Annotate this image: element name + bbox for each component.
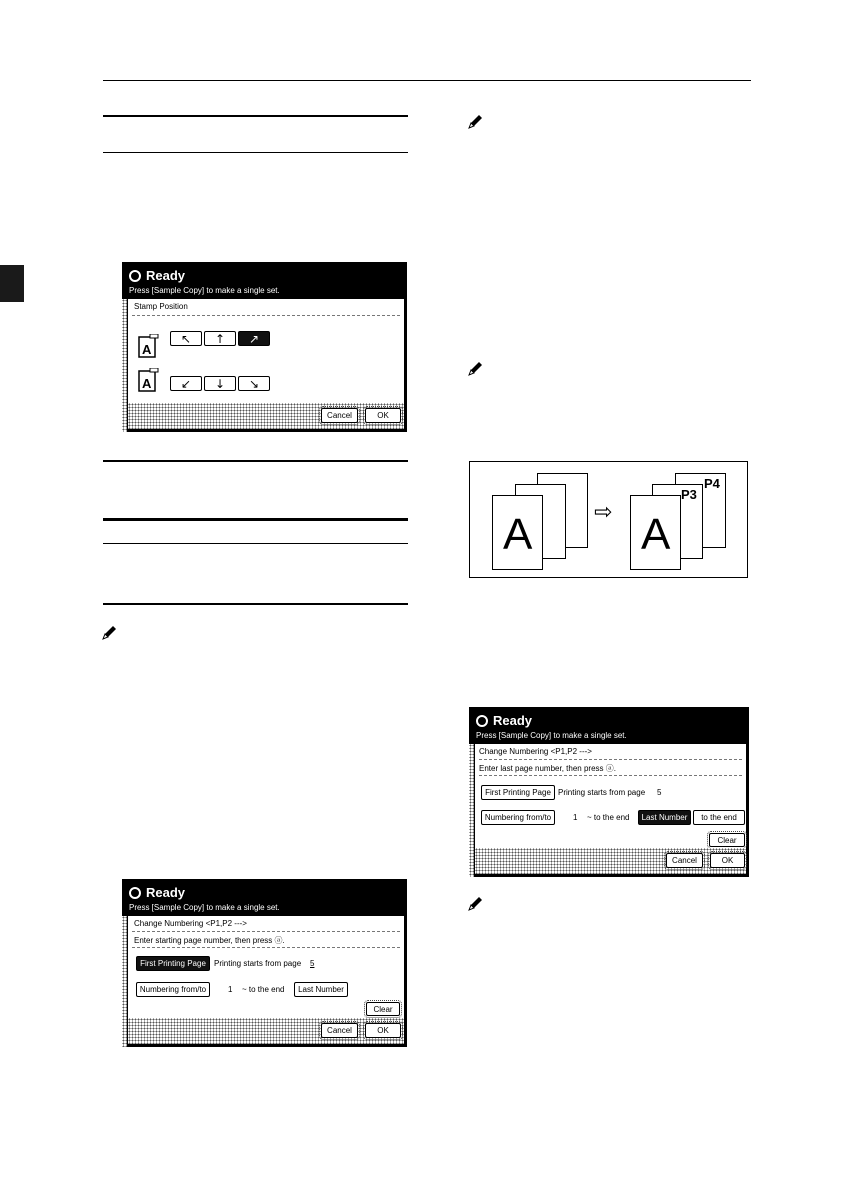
to-the-end-button[interactable]: to the end — [693, 810, 745, 825]
prompt-text: Enter last page number, then press ⓐ. — [479, 764, 616, 773]
ready-icon — [129, 270, 141, 282]
prompt-text: Enter starting page number, then press ⓐ. — [134, 936, 285, 945]
ok-button[interactable]: OK — [365, 408, 401, 423]
arrow-down-left-icon: ↙ — [180, 376, 192, 391]
arrow-up-icon: ↑ — [214, 331, 226, 346]
bottom-left-position-button[interactable] — [170, 376, 202, 391]
note-pencil-icon — [466, 895, 484, 913]
top-center-position-button[interactable] — [204, 331, 236, 346]
to-the-end-text: ~ to the end — [242, 985, 285, 994]
arrow-up-left-icon: ↖ — [180, 331, 192, 346]
chapter-tab — [0, 265, 24, 302]
last-number-button[interactable]: Last Number — [294, 982, 348, 997]
panel-edge — [122, 299, 127, 432]
stamp-position-panel — [122, 262, 407, 432]
panel-footer — [128, 1018, 404, 1044]
ok-button[interactable]: OK — [710, 853, 745, 868]
cancel-button[interactable]: Cancel — [321, 1023, 358, 1038]
divider — [132, 315, 400, 316]
panel-heading: Change Numbering <P1,P2 ---> — [134, 919, 247, 928]
numbering-fromto-button[interactable]: Numbering from/to — [136, 982, 210, 997]
divider — [132, 947, 400, 948]
panel-heading: Stamp Position — [134, 302, 188, 311]
top-right-position-button[interactable] — [238, 331, 270, 346]
panel-footer — [128, 403, 404, 429]
cancel-button[interactable]: Cancel — [321, 408, 358, 423]
section-rule-3 — [103, 460, 408, 462]
section-rule-2 — [103, 152, 408, 153]
change-numbering-last-panel — [469, 707, 749, 877]
divider — [479, 759, 742, 760]
svg-text:A: A — [142, 376, 152, 391]
divider — [132, 931, 400, 932]
note-pencil-icon — [100, 624, 118, 642]
section-rule-6 — [103, 603, 408, 605]
from-value: 1 — [573, 813, 578, 822]
status-text: Ready — [146, 885, 186, 900]
arrow-right-icon: ⇨ — [594, 500, 613, 525]
arrow-down-right-icon: ↘ — [248, 376, 260, 391]
section-rule-4 — [103, 518, 408, 521]
starts-from-text: Printing starts from page — [558, 788, 646, 797]
sheet-a-numbered — [630, 495, 681, 570]
cancel-button[interactable]: Cancel — [666, 853, 703, 868]
instruction-text: Press [Sample Copy] to make a single set. — [129, 903, 280, 912]
clear-button[interactable]: Clear — [366, 1002, 400, 1016]
panel-edge — [122, 916, 127, 1047]
page-label-p4: P4 — [704, 476, 720, 491]
numbering-fromto-button[interactable]: Numbering from/to — [481, 810, 555, 825]
bottom-right-position-button[interactable] — [238, 376, 270, 391]
change-numbering-start-panel — [122, 879, 407, 1047]
clear-button[interactable]: Clear — [709, 833, 745, 847]
letter-a: A — [503, 510, 533, 559]
numbering-illustration — [469, 461, 748, 578]
section-rule-1 — [103, 115, 408, 117]
to-the-end-text: ~ to the end — [587, 813, 630, 822]
panel-heading: Change Numbering <P1,P2 ---> — [479, 747, 592, 756]
section-rule-5 — [103, 543, 408, 544]
ok-button[interactable]: OK — [365, 1023, 401, 1038]
note-pencil-icon — [466, 360, 484, 378]
bottom-center-position-button[interactable] — [204, 376, 236, 391]
arrow-down-icon: ↓ — [214, 376, 226, 391]
first-printing-page-button[interactable]: First Printing Page — [481, 785, 555, 800]
panel-footer — [475, 848, 746, 874]
first-printing-page-button[interactable]: First Printing Page — [136, 956, 210, 971]
header-rule — [103, 80, 751, 81]
arrow-up-right-icon: ↗ — [248, 331, 260, 346]
start-page-value: 5 — [657, 788, 662, 797]
status-text: Ready — [146, 268, 186, 283]
top-left-position-button[interactable] — [170, 331, 202, 346]
start-page-value: 5 — [310, 959, 315, 968]
instruction-text: Press [Sample Copy] to make a single set. — [476, 731, 627, 740]
ready-icon — [476, 715, 488, 727]
from-value: 1 — [228, 985, 233, 994]
page-bottom-icon — [138, 368, 160, 392]
letter-a: A — [641, 510, 671, 559]
divider — [479, 775, 742, 776]
starts-from-text: Printing starts from page — [214, 959, 302, 968]
note-pencil-icon — [466, 113, 484, 131]
status-text: Ready — [493, 713, 533, 728]
page-label-p3: P3 — [681, 487, 697, 502]
sheet-a — [492, 495, 543, 570]
last-number-button[interactable]: Last Number — [638, 810, 691, 825]
svg-text:A: A — [142, 342, 152, 357]
instruction-text: Press [Sample Copy] to make a single set. — [129, 286, 280, 295]
panel-edge — [469, 744, 474, 877]
ready-icon — [129, 887, 141, 899]
page-top-icon — [138, 334, 160, 358]
